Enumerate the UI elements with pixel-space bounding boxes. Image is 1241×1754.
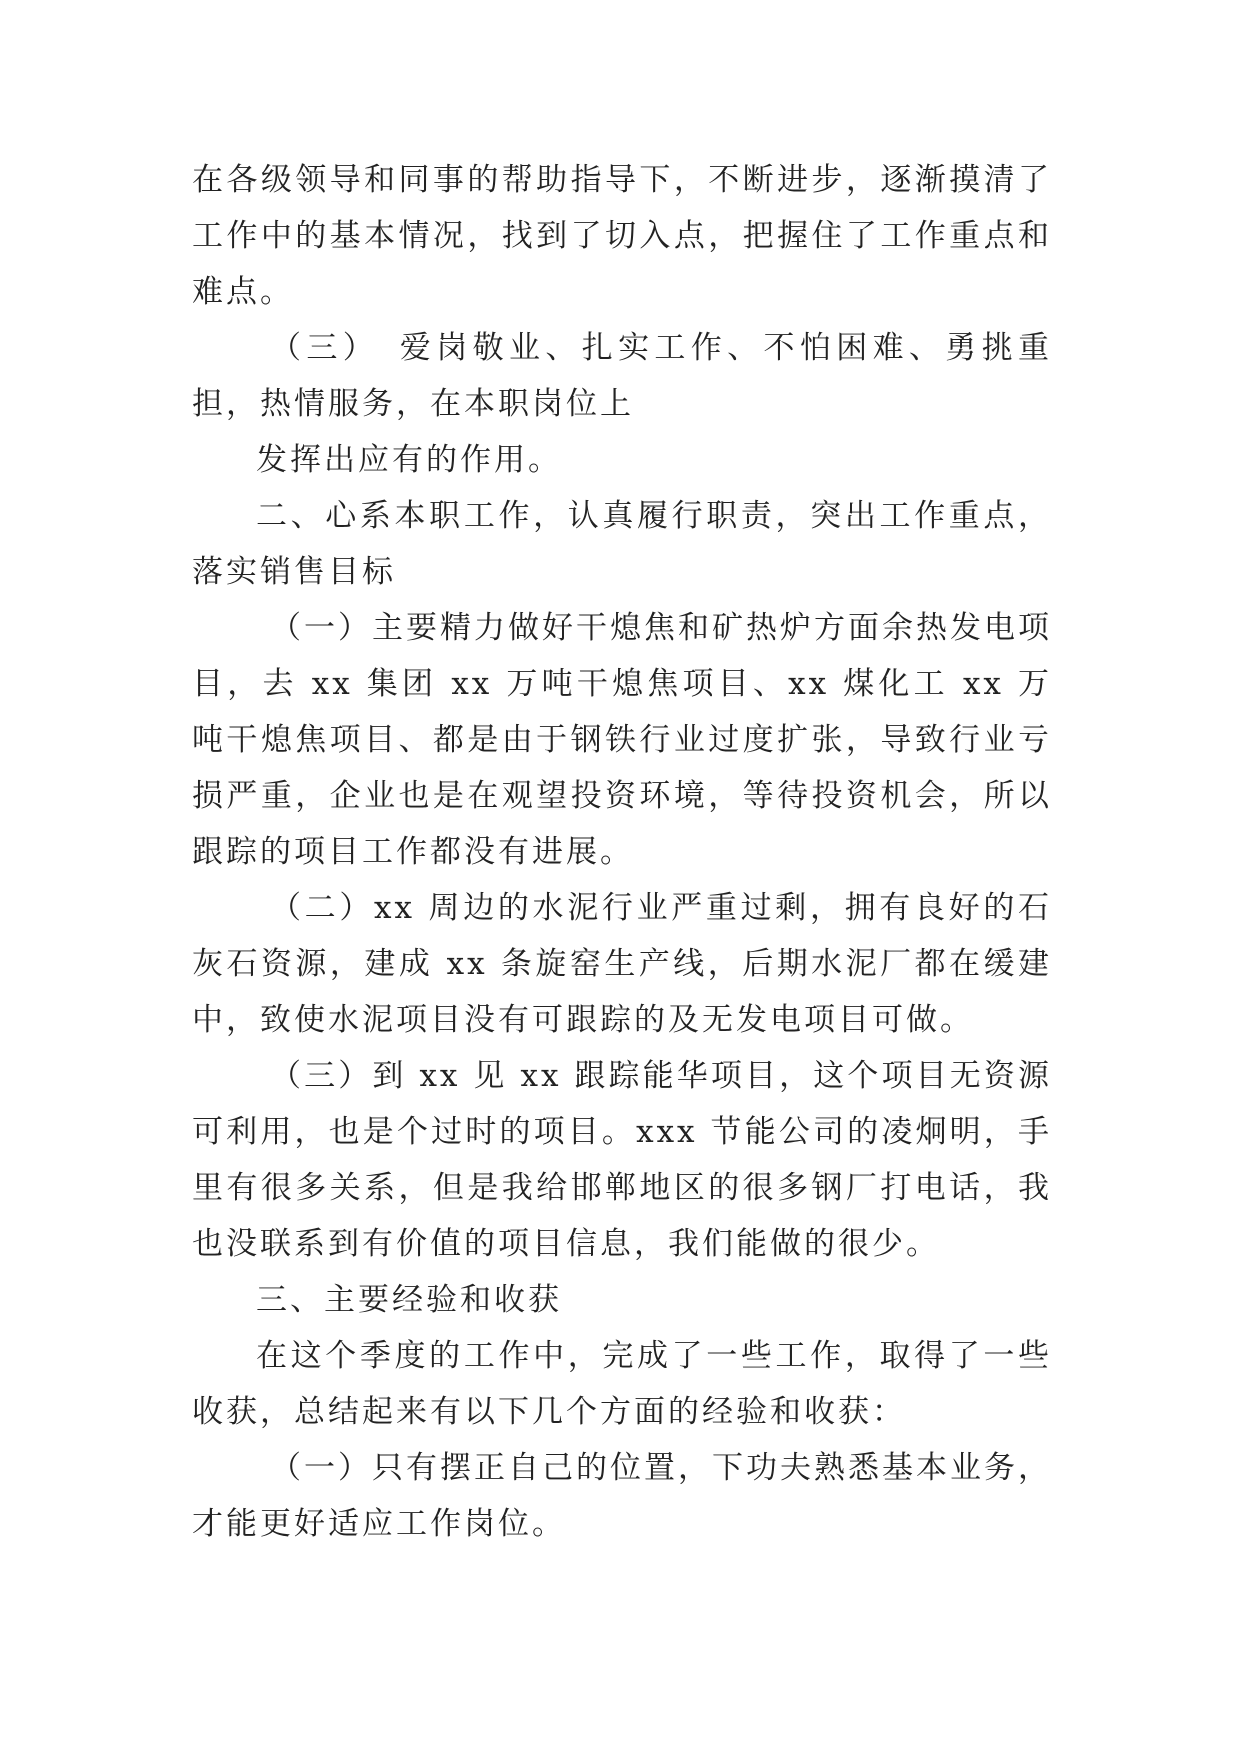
paragraph-point-one: （一）主要精力做好干熄焦和矿热炉方面余热发电项目，去 xx 集团 xx 万吨干熄焦项目、xx 煤化工 xx 万吨干熄焦项目、都是由于钢铁行业过度扩张，导致行业亏损严重，企业也是在观望投资环境，等待投资机会，所以跟踪的项目工作都没有进展。: [192, 610, 1052, 870]
paragraph-point-three: （三）到 xx 见 xx 跟踪能华项目，这个项目无资源可利用，也是个过时的项目。xxx 节能公司的凌炯明，手里有很多关系，但是我给邯郸地区的很多钢厂打电话，我也没联系到有价值的项目信息，我们能做的很少。: [192, 1058, 1052, 1262]
paragraph-role-effect: 发挥出应有的作用。: [256, 442, 562, 478]
paragraph-point-two: （二）xx 周边的水泥行业严重过剩，拥有良好的石灰石资源，建成 xx 条旋窑生产线，后期水泥厂都在缓建中，致使水泥项目没有可跟踪的及无发电项目可做。: [192, 890, 1052, 1038]
paragraph-continuation: 在各级领导和同事的帮助指导下，不断进步，逐渐摸清了工作中的基本情况，找到了切入点，把握住了工作重点和难点。: [192, 162, 1052, 310]
section-heading-three: 三、主要经验和收获: [256, 1282, 562, 1318]
paragraph-summary: 在这个季度的工作中，完成了一些工作，取得了一些收获，总结起来有以下几个方面的经验和收获：: [192, 1338, 1052, 1430]
paragraph-experience-one: （一）只有摆正自己的位置，下功夫熟悉基本业务，才能更好适应工作岗位。: [192, 1450, 1052, 1542]
paragraph-item-three: （三） 爱岗敬业、扎实工作、不怕困难、勇挑重担，热情服务，在本职岗位上: [192, 330, 1052, 422]
document-page: [192, 152, 1052, 1552]
section-heading-two: 二、心系本职工作，认真履行职责，突出工作重点，落实销售目标: [192, 498, 1052, 590]
